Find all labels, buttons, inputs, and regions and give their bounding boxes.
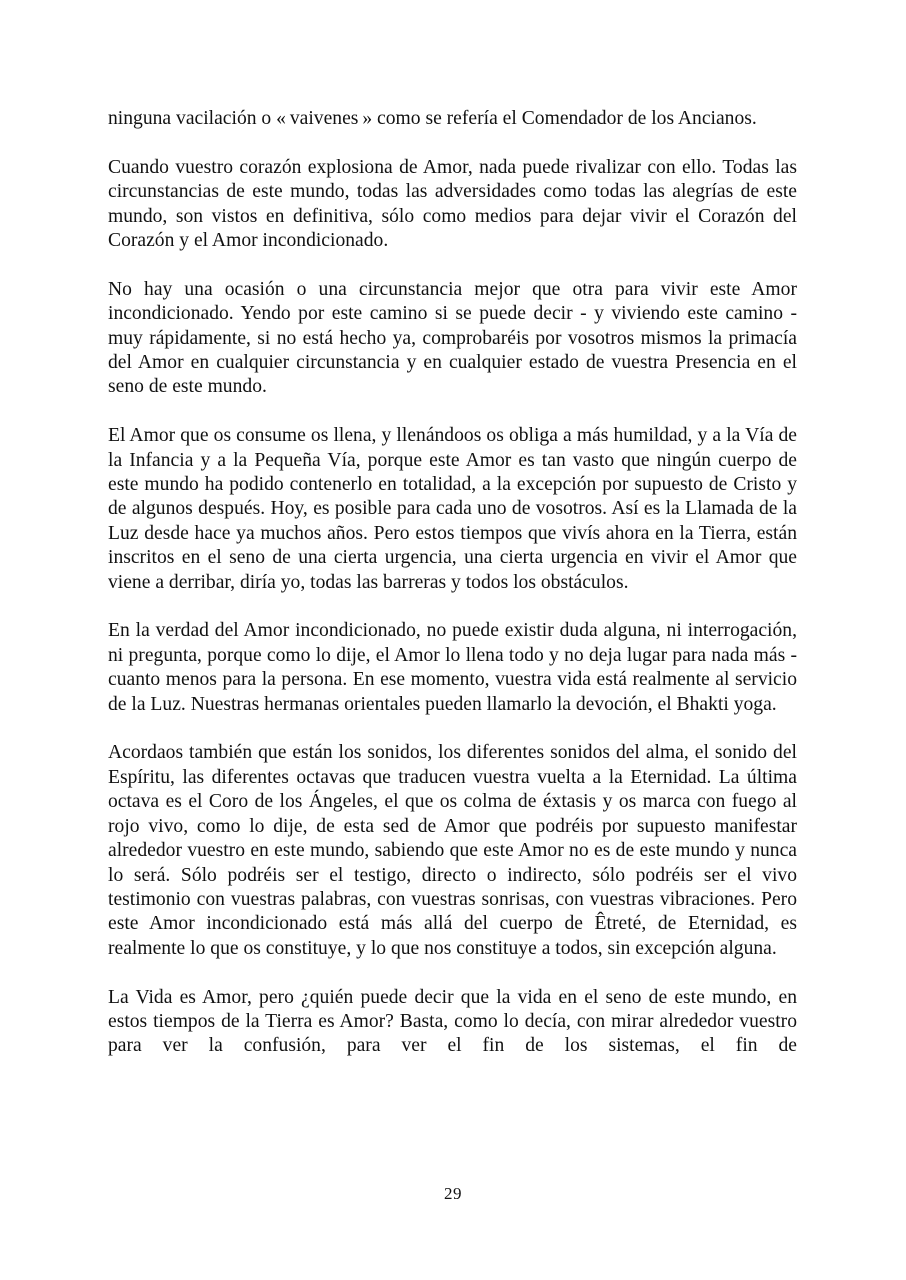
paragraph-6: Acordaos también que están los sonidos, los diferentes sonidos del alma, el sonido del Espíritu, las diferentes octavas que traducen vuestra vuelta a la Eternidad. La última octava es el Coro de los Ángeles, el que os colma de éxtasis y os marca con fuego al rojo vivo, como lo dije, de esta sed de Amor que podréis por supuesto manifestar alrededor vuestro en este mundo, sabiendo que este Amor no es de este mundo y nunca lo será. Sólo podréis ser el testigo, directo o indirecto, sólo podréis ser el vivo testimonio con vuestras palabras, con vuestras sonrisas, con vuestras vibraciones. Pero este Amor incondicionado está más allá del cuerpo de Êtreté, de Eternidad, es realmente lo que os constituye, y lo que nos constituye a todos, sin excepción alguna. <box>108 742 797 959</box>
paragraph-7: La Vida es Amor, pero ¿quién puede decir que la vida en el seno de este mundo, en estos tiempos de la Tierra es Amor? Basta, como lo decía, con mirar alrededor vuestro para ver la confusión, para ver el fin de los sistemas, el fin de <box>108 986 797 1057</box>
page-body <box>108 107 797 1083</box>
paragraph-4: El Amor que os consume os llena, y llenándoos os obliga a más humildad, y a la Vía de la Infancia y a la Pequeña Vía, porque este Amor es tan vasto que ningún cuerpo de este mundo ha podido contenerlo en totalidad, a la excepción por supuesto de Cristo y de algunos después. Hoy, es posible para cada uno de vosotros. Así es la Llamada de la Luz desde hace ya muchos años. Pero estos tiempos que vivís ahora en la Tierra, están inscritos en el seno de una cierta urgencia, una cierta urgencia en vivir el Amor que viene a derribar, diría yo, todas las barreras y todos los obstáculos. <box>108 425 797 593</box>
paragraph-2: Cuando vuestro corazón explosiona de Amor, nada puede rivalizar con ello. Todas las circunstancias de este mundo, todas las adversidades como todas las alegrías de este mundo, son vistos en definitiva, sólo como medios para dejar vivir el Corazón del Corazón y el Amor incondicionado. <box>108 156 797 252</box>
page-number: 29 <box>444 1184 462 1203</box>
paragraph-3: No hay una ocasión o una circunstancia mejor que otra para vivir este Amor incondicionado. Yendo por este camino si se puede decir - y viviendo este camino - muy rápidamente, si no está hecho ya, comprobaréis por vosotros mismos la primacía del Amor en cualquier circunstancia y en cualquier estado de vuestra Presencia en el seno de este mundo. <box>108 278 797 398</box>
paragraph-1: ninguna vacilación o « vaivenes » como se refería el Comendador de los Ancianos. <box>108 108 757 129</box>
paragraph-5: En la verdad del Amor incondicionado, no puede existir duda alguna, ni interrogación, ni pregunta, porque como lo dije, el Amor lo llena todo y no deja lugar para nada más - cuanto menos para la persona. En ese momento, vuestra vida está realmente al servicio de la Luz. Nuestras hermanas orientales pueden llamarlo la devoción, el Bhakti yoga. <box>108 620 797 715</box>
